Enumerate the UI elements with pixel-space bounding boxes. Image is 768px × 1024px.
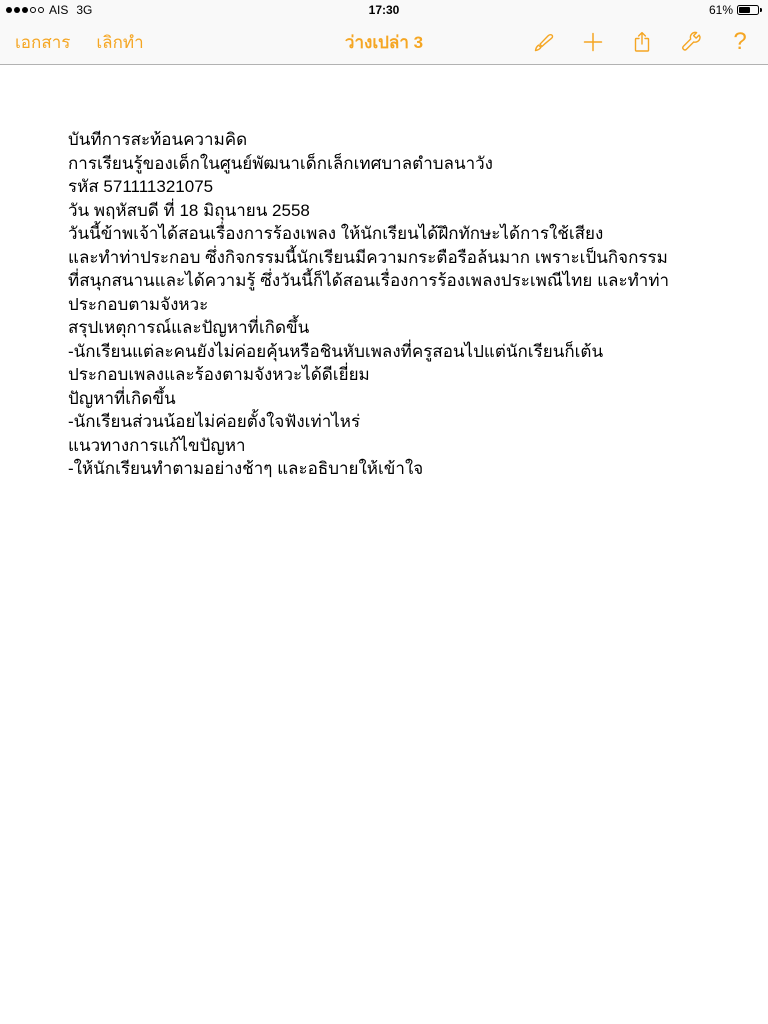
document-line: ประกอบเพลงและร้องตามจังหวะได้ดีเยี่ยม [68,365,370,384]
undo-button[interactable]: เลิกทำ [96,29,143,56]
tools-button[interactable] [679,29,703,55]
document-line: สรุปเหตุการณ์และปัญหาที่เกิดขึ้น [68,318,310,337]
add-icon [581,30,605,54]
document-line: วัน พฤหัสบดี ที่ 18 มิถุนายน 2558 [68,200,310,220]
battery-percent: 61% [708,3,733,17]
wrench-icon [679,30,703,54]
document-title: ว่างเปล่า 3 [344,32,424,52]
toolbar [0,20,768,65]
documents-button[interactable]: เอกสาร [15,29,70,56]
document-line: ปัญหาที่เกิดขึ้น [68,388,176,408]
document-line: แนวทางการแก้ไขปัญหา [68,435,246,455]
battery-icon [737,5,759,15]
document-line: ประกอบตามจังหวะ [68,294,209,314]
network-label: 3G [76,3,93,17]
share-button[interactable] [630,29,654,55]
clock: 17:30 [368,3,400,17]
document-line: รหัส 571111321075 [68,177,214,196]
document-line: ที่สนุกสนานและได้ความรู้ ซึ่งวันนี้ก็ได้สอนเรื่องการร้องเพลงประเพณีไทย และทำท่า [68,271,670,290]
document-page[interactable] [0,66,768,1024]
document-text [0,66,768,481]
document-line: และทำท่าประกอบ ซึ่งกิจกรรมนี้นักเรียนมีความกระตือรือล้นมาก เพราะเป็นกิจกรรม [68,247,668,267]
document-line: วันนี้ข้าพเจ้าได้สอนเรื่องการร้องเพลง ให้นักเรียนได้ฝึกทักษะได้การใช้เสียง [68,224,604,243]
share-icon [630,30,654,54]
help-button[interactable] [728,29,752,55]
document-line: -นักเรียนส่วนน้อยไม่ค่อยตั้งใจฟังเท่าไหร่ [68,412,361,431]
document-line: -นักเรียนแต่ละคนยังไม่ค่อยคุ้นหรือชินหับเพลงที่ครูสอนไปแต่นักเรียนก็เต้น [68,341,604,361]
document-line: -ให้นักเรียนทำตามอย่างช้าๆ และอธิบายให้เข้าใจ [68,459,424,478]
battery-cap [760,8,762,12]
help-icon: ? [733,28,747,55]
carrier-label: AIS [49,3,69,17]
format-brush-button[interactable] [532,29,556,55]
document-line: บันทีการสะท้อนความคิด [68,130,248,149]
add-button[interactable] [581,29,605,55]
status-bar [0,0,768,20]
document-line: การเรียนรู้ของเด็กในศูนย์พัฒนาเด็กเล็กเทศบาลตำบลนาวัง [68,153,493,173]
format-brush-icon [532,30,556,54]
